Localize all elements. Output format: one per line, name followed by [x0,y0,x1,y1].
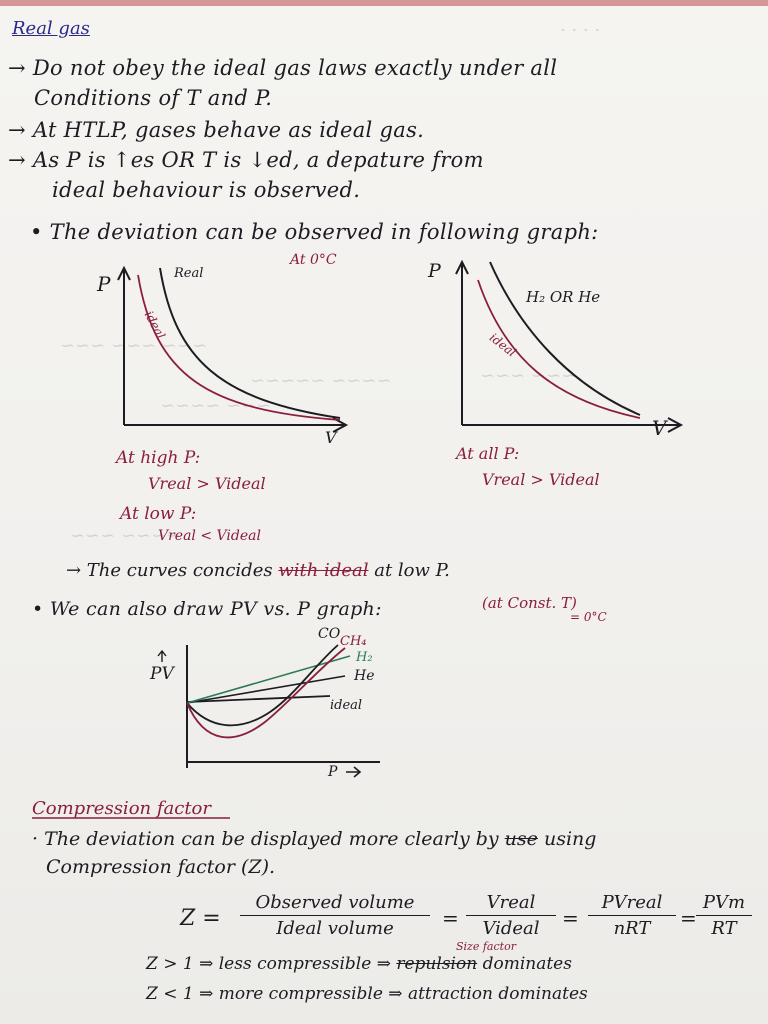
text-line-5: ideal behaviour is observed. [52,178,361,202]
z-gt-text: Z > 1 ⇒ less compressible ⇒ [146,954,391,974]
high-pressure-label: At high P: [116,448,201,468]
curves-coincide-start: → The curves concides [66,560,273,581]
low-pressure-label: At low P: [120,504,197,524]
high-pressure-relation: Vreal > Videal [148,474,266,493]
graph2-gas-label: H₂ OR He [526,288,601,306]
curves-coincide-struck: with ideal [278,560,369,581]
size-factor-note: Size factor [456,940,516,953]
graph1-x-label: V [325,428,337,447]
graph1-real-curve [160,268,340,418]
fraction-pvm-over-rt [696,892,752,939]
fraction-3-denominator: nRT [613,918,651,939]
fraction-1-denominator: Ideal volume [276,918,394,939]
pv-graph-temperature: = 0°C [570,610,607,624]
text-line-3: → At HTLP, gases behave as ideal gas. [8,118,425,142]
bleed-through-text: ~~~ ~~~~ [160,395,272,416]
compression-text-1a: · The deviation can be displayed more clearly by [32,828,499,850]
compression-text-1b: using [543,828,597,850]
fraction-observed-over-ideal [240,892,430,939]
pv-graph-y-label: PV [150,664,174,684]
graph1-ideal-label: ideal [141,308,168,342]
graph2-y-label: P [428,260,441,282]
graph1-real-label: Real [174,266,204,281]
graph2-ideal-label: ideal [486,330,519,360]
pv-curve-label-h2: H₂ [356,650,373,665]
bleed-through-text: ~~~ ~~~ [480,365,577,386]
pv-x-label-arrow [346,767,360,777]
z-less-than-one: Z < 1 ⇒ more compressible ⇒ attraction dominates [146,984,588,1004]
z-gt-struck: repulsion [396,954,478,974]
graph1-temperature-note: At 0°C [290,252,337,268]
compression-text-line-2: Compression factor (Z). [46,856,276,878]
pv-curve-label-ideal: ideal [330,698,363,713]
equals-sign-3: = [680,906,697,930]
text-line-4: → As P is ↑es OR T is ↓ed, a depature from [8,148,484,172]
fraction-3-numerator: PVreal [588,892,676,916]
low-pressure-relation: Vreal < Videal [158,528,261,544]
graph1-ideal-curve [138,275,340,420]
pv-graph-intro: • We can also draw PV vs. P graph: [32,598,382,620]
fraction-4-denominator: RT [711,918,737,939]
pv-co-curve [187,645,338,725]
z-symbol: Z = [180,906,221,931]
compression-text-1-struck: use [504,828,538,850]
bleed-through-text: ~~~~ ~~~~~ [250,370,392,391]
pv-curve-label-he: He [354,668,375,684]
equals-sign-2: = [562,906,579,930]
pv-graph-x-label: P [328,764,338,780]
all-pressure-relation: Vreal > Videal [482,470,600,489]
fraction-vreal-over-videal [466,892,556,939]
compression-heading: Compression factor [32,798,211,819]
fraction-1-numerator: Observed volume [240,892,430,916]
fraction-4-numerator: PVm [696,892,752,916]
text-line-1: → Do not obey the ideal gas laws exactly under all [8,56,558,80]
z-greater-than-one [146,954,572,974]
graph1-y-label: P [97,272,111,296]
all-pressure-label: At all P: [456,444,520,463]
equals-sign-1: = [442,906,459,930]
bleed-through-text: ~~~ ~~~ ~~~ [60,335,208,356]
text-line-6: • The deviation can be observed in following graph: [30,220,599,244]
text-line-2: Conditions of T and P. [34,86,273,110]
page-title: Real gas [12,18,90,39]
graph2-x-label: V [652,416,667,440]
bleed-through-text: · · · · [560,20,601,41]
compression-text-line-1 [32,828,596,850]
z-gt-end: dominates [482,954,572,974]
fraction-2-numerator: Vreal [466,892,556,916]
fraction-2-denominator: Videal [482,918,540,939]
curves-coincide-text [66,560,450,581]
curves-coincide-end: at low P. [374,560,450,581]
pv-curve-label-co: CO [318,626,341,642]
fraction-pvreal-over-nrt [588,892,676,939]
pv-graph-condition: (at Const. T) [482,594,577,612]
pv-curve-label-ch4: CH₄ [340,634,367,649]
bleed-through-text: ~~~~ ~~~ [70,525,182,546]
pv-y-label-arrow [158,651,166,662]
